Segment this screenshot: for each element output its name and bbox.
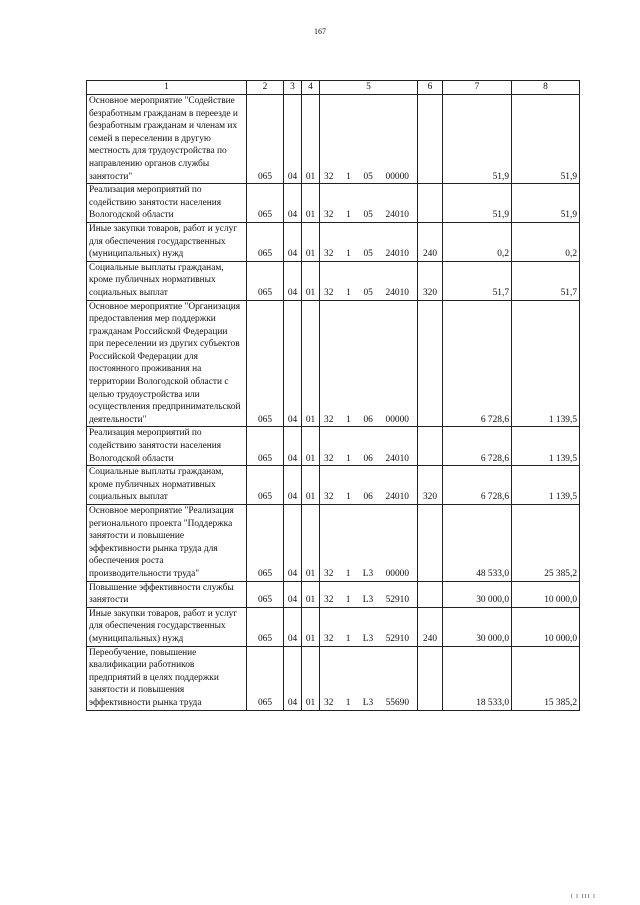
table-row (87, 261, 580, 300)
cell-subsection: 01 (302, 261, 320, 300)
cell-target-article (320, 95, 418, 184)
cell-section: 04 (284, 607, 302, 646)
cell-section: 04 (284, 261, 302, 300)
cell-amount-col7: 18 533,0 (443, 646, 512, 710)
cell-admin-code: 065 (247, 505, 284, 582)
cell-amount-col8: 51,9 (512, 184, 580, 223)
target-article-program: 32 (324, 595, 334, 606)
cell-subsection: 01 (302, 646, 320, 710)
table-row (87, 505, 580, 582)
cell-expense-type: 240 (418, 222, 443, 261)
cell-admin-code: 065 (247, 95, 284, 184)
cell-admin-code: 065 (247, 466, 284, 505)
cell-expense-type (418, 427, 443, 466)
cell-admin-code: 065 (247, 427, 284, 466)
table-row (87, 607, 580, 646)
target-article-direction: 00000 (385, 568, 409, 579)
table-row (87, 581, 580, 607)
row-name: Повышение эффективности службы занятости (87, 581, 247, 607)
cell-amount-col8: 10 000,0 (512, 581, 580, 607)
cell-admin-code: 065 (247, 261, 284, 300)
cell-admin-code: 065 (247, 222, 284, 261)
target-article-event: L3 (362, 633, 374, 644)
target-article-subprogram: 1 (345, 568, 351, 579)
cell-amount-col8: 25 385,2 (512, 505, 580, 582)
target-article-event: 05 (363, 171, 373, 182)
cell-subsection: 01 (302, 95, 320, 184)
cell-section: 04 (284, 222, 302, 261)
cell-amount-col8: 10 000,0 (512, 607, 580, 646)
cell-subsection: 01 (302, 607, 320, 646)
target-article-subprogram: 1 (346, 249, 351, 260)
row-name: Социальные выплаты гражданам, кроме публичных нормативных социальных выплат (87, 466, 247, 505)
cell-expense-type: 320 (418, 261, 443, 300)
cell-amount-col8: 0,2 (512, 222, 580, 261)
cell-expense-type (418, 184, 443, 223)
table-row (87, 300, 580, 427)
cell-amount-col7: 6 728,6 (443, 427, 512, 466)
cell-target-article (320, 300, 418, 427)
row-name: Основное мероприятие "Реализация регионального проекта "Поддержка занятости и повышение эффективности рынка труда для обеспечения роста производительности труда" (87, 505, 247, 582)
target-article-program: 32 (324, 249, 334, 260)
target-article-program: 32 (324, 697, 334, 708)
table-row (87, 95, 580, 184)
target-article-subprogram: 1 (345, 633, 351, 644)
target-article-event: 05 (363, 287, 373, 298)
cell-amount-col8: 1 139,5 (512, 466, 580, 505)
cell-section: 04 (284, 581, 302, 607)
header-cell-8: 8 (512, 81, 580, 95)
cell-admin-code: 065 (247, 581, 284, 607)
target-article-subprogram: 1 (345, 595, 351, 606)
cell-subsection: 01 (302, 581, 320, 607)
cell-amount-col7: 0,2 (443, 222, 512, 261)
cell-section: 04 (284, 300, 302, 427)
table-row (87, 222, 580, 261)
cell-section: 04 (284, 95, 302, 184)
cell-section: 04 (284, 184, 302, 223)
target-article-direction: 24010 (385, 492, 409, 503)
footer-mark: I I III I (570, 894, 596, 900)
cell-subsection: 01 (302, 300, 320, 427)
cell-amount-col7: 51,9 (443, 184, 512, 223)
target-article-program: 32 (324, 171, 334, 182)
row-name: Основное мероприятие "Организация предоставления мер поддержки гражданам Российской Федерации при переселении из других субъектов Российской Федерации для постоянного проживания на территории Вологодской области с целью трудоустройства или осуществления предпринимательской деятельности" (87, 300, 247, 427)
target-article-direction: 52910 (385, 595, 409, 606)
cell-subsection: 01 (302, 505, 320, 582)
cell-amount-col8: 1 139,5 (512, 427, 580, 466)
target-article-event: L3 (362, 595, 374, 606)
target-article-event: L3 (362, 568, 374, 579)
target-article-program: 32 (324, 453, 334, 464)
cell-expense-type: 320 (418, 466, 443, 505)
cell-admin-code: 065 (247, 607, 284, 646)
cell-section: 04 (284, 505, 302, 582)
target-article-subprogram: 1 (346, 287, 351, 298)
target-article-event: 06 (363, 453, 373, 464)
row-name: Социальные выплаты гражданам, кроме публичных нормативных социальных выплат (87, 261, 247, 300)
target-article-subprogram: 1 (346, 210, 351, 221)
cell-target-article (320, 581, 418, 607)
target-article-event: 05 (363, 249, 373, 260)
cell-amount-col7: 48 533,0 (443, 505, 512, 582)
cell-amount-col7: 30 000,0 (443, 607, 512, 646)
cell-section: 04 (284, 646, 302, 710)
cell-target-article (320, 222, 418, 261)
cell-amount-col8: 15 385,2 (512, 646, 580, 710)
target-article-direction: 52910 (385, 633, 409, 644)
cell-expense-type: 240 (418, 607, 443, 646)
cell-subsection: 01 (302, 427, 320, 466)
cell-amount-col7: 51,7 (443, 261, 512, 300)
cell-amount-col7: 51,9 (443, 95, 512, 184)
target-article-program: 32 (324, 210, 334, 221)
cell-amount-col7: 6 728,6 (443, 466, 512, 505)
cell-expense-type (418, 505, 443, 582)
header-cell-7: 7 (443, 81, 512, 95)
cell-target-article (320, 607, 418, 646)
target-article-subprogram: 1 (346, 171, 351, 182)
header-cell-3: 3 (284, 81, 302, 95)
target-article-subprogram: 1 (346, 453, 351, 464)
target-article-program: 32 (324, 633, 334, 644)
cell-section: 04 (284, 427, 302, 466)
target-article-direction: 55690 (385, 697, 409, 708)
row-name: Реализация мероприятий по содействию занятости населения Вологодской области (87, 184, 247, 223)
cell-target-article (320, 261, 418, 300)
cell-amount-col8: 51,7 (512, 261, 580, 300)
cell-expense-type (418, 646, 443, 710)
target-article-event: 06 (363, 414, 373, 425)
cell-admin-code: 065 (247, 646, 284, 710)
header-cell-4: 4 (302, 81, 320, 95)
target-article-direction: 24010 (385, 210, 409, 221)
cell-target-article (320, 505, 418, 582)
cell-admin-code: 065 (247, 300, 284, 427)
cell-expense-type (418, 581, 443, 607)
target-article-subprogram: 1 (345, 697, 351, 708)
header-cell-5: 5 (320, 81, 418, 95)
target-article-program: 32 (324, 568, 334, 579)
row-name: Иные закупки товаров, работ и услуг для обеспечения государственных (муниципальных) нужд (87, 607, 247, 646)
header-cell-1: 1 (87, 81, 247, 95)
target-article-program: 32 (324, 287, 334, 298)
target-article-event: 05 (363, 210, 373, 221)
row-name: Переобучение, повышение квалификации работников предприятий в целях поддержки занятости и повышения эффективности рынка труда (87, 646, 247, 710)
target-article-event: L3 (362, 697, 374, 708)
row-name: Основное мероприятие "Содействие безработным гражданам в переезде и безработным гражданам и членам их семей в переселении в другую местность для трудоустройства по направлению органов службы занятости" (87, 95, 247, 184)
target-article-direction: 24010 (385, 287, 409, 298)
budget-table (86, 80, 580, 711)
cell-expense-type (418, 95, 443, 184)
target-article-direction: 00000 (385, 171, 409, 182)
cell-admin-code: 065 (247, 184, 284, 223)
table-row (87, 427, 580, 466)
cell-subsection: 01 (302, 222, 320, 261)
cell-expense-type (418, 300, 443, 427)
target-article-subprogram: 1 (346, 414, 351, 425)
target-article-event: 06 (363, 492, 373, 503)
cell-target-article (320, 184, 418, 223)
cell-amount-col7: 6 728,6 (443, 300, 512, 427)
target-article-subprogram: 1 (346, 492, 351, 503)
row-name: Реализация мероприятий по содействию занятости населения Вологодской области (87, 427, 247, 466)
cell-section: 04 (284, 466, 302, 505)
target-article-program: 32 (324, 414, 334, 425)
target-article-direction: 24010 (385, 453, 409, 464)
target-article-direction: 24010 (385, 249, 409, 260)
cell-target-article (320, 646, 418, 710)
cell-amount-col7: 30 000,0 (443, 581, 512, 607)
cell-subsection: 01 (302, 184, 320, 223)
page-number: 167 (314, 27, 326, 36)
target-article-program: 32 (324, 492, 334, 503)
cell-target-article (320, 427, 418, 466)
target-article-direction: 00000 (385, 414, 409, 425)
cell-subsection: 01 (302, 466, 320, 505)
header-cell-6: 6 (418, 81, 443, 95)
cell-amount-col8: 1 139,5 (512, 300, 580, 427)
header-row (87, 81, 580, 95)
table-row (87, 646, 580, 710)
cell-amount-col8: 51,9 (512, 95, 580, 184)
header-cell-2: 2 (247, 81, 284, 95)
cell-target-article (320, 466, 418, 505)
table-row (87, 466, 580, 505)
row-name: Иные закупки товаров, работ и услуг для обеспечения государственных (муниципальных) нужд (87, 222, 247, 261)
table-row (87, 184, 580, 223)
